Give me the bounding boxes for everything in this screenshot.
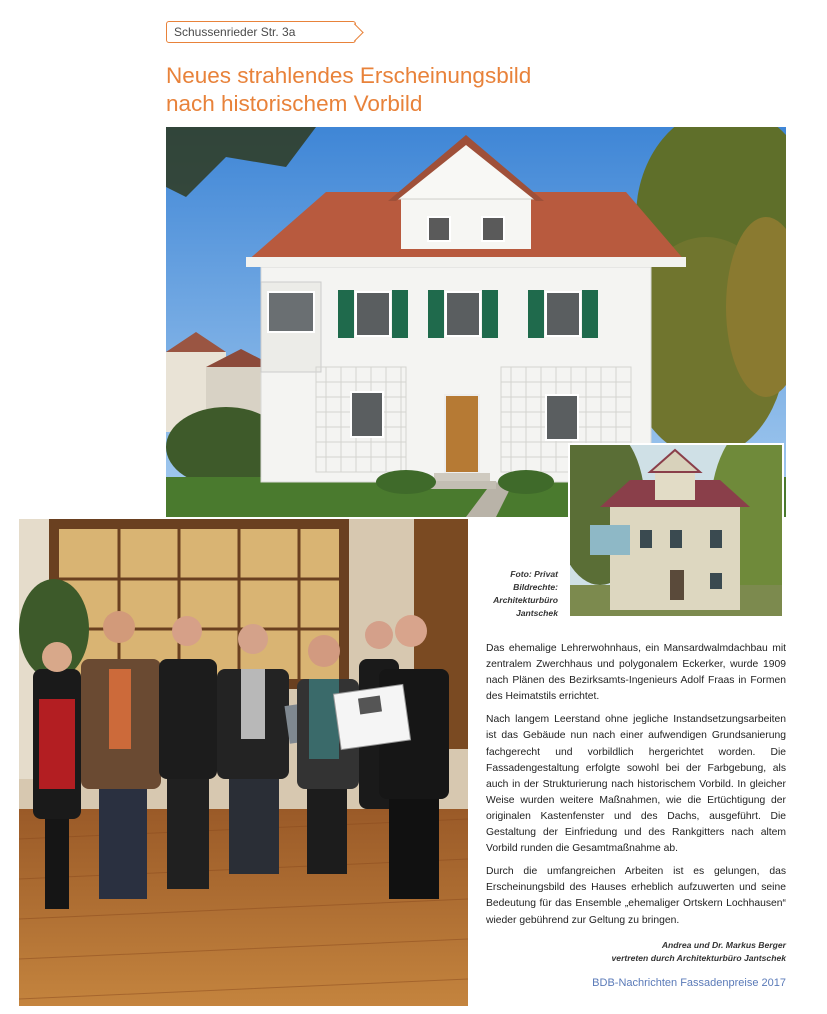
page-title: [166, 62, 766, 118]
page-footer: BDB-Nachrichten Fassadenpreise 2017: [592, 977, 786, 989]
location-tag-label: Schussenrieder Str. 3a: [174, 25, 296, 39]
caption-line-1: Foto: Privat: [510, 569, 558, 579]
signature-line-1: Andrea und Dr. Markus Berger: [661, 940, 786, 950]
paragraph-1: Das ehemalige Lehrerwohnhaus, ein Mansardwalmdachbau mit zentralem Zwerchhaus und polygonalem Eckerker, wurde 1909 nach Plänen des Bezirksamts-Ingenieurs Adolf Fraas in Formen des Heimatstils errichtet.: [486, 643, 786, 703]
caption-line-4: Jantschek: [515, 608, 558, 618]
signature-line-2: vertreten durch Architekturbüro Jantschek: [611, 952, 786, 963]
article-body: [486, 641, 786, 936]
photo-caption: [478, 568, 558, 620]
caption-line-3: Architekturbüro: [493, 595, 558, 605]
caption-line-2: Bildrechte:: [513, 582, 558, 592]
house-photo-historic: [568, 443, 784, 618]
page-title-line2: nach historischem Vorbild: [166, 91, 423, 116]
paragraph-3: Durch die umfangreichen Arbeiten ist es gelungen, das Erscheinungsbild des Hauses erheblich aufzuwerten und seine Bedeutung für das Ensemble „ehemaliger Ortskern Lochhausen“ wieder gebührend zur Geltung zu bringen.: [486, 866, 786, 926]
page-title-line1: Neues strahlendes Erscheinungsbild: [166, 63, 532, 88]
location-tag: [166, 21, 356, 43]
group-photo: [19, 519, 468, 1006]
author-signature: [560, 939, 786, 964]
paragraph-2: Nach langem Leerstand ohne jegliche Instandsetzungsarbeiten ist das Gebäude nun nach einer aufwendigen Grundsanierung fachgerecht und vorbildlich hergerichtet worden. Die Fassadengestaltung erfolgte sowohl bei der Farbgebung, als auch in der Strukturierung nach historischem Vorbild. In gleicher Weise wurden weitere Maßnahmen, wie die Ertüchtigung der originalen Kastenfenster und des Dachs, ausgeführt. Die Gestaltung der Einfriedung und des Rankgitters nach altem Vorbild runden die Gesamtmaßnahme ab.: [486, 714, 786, 855]
